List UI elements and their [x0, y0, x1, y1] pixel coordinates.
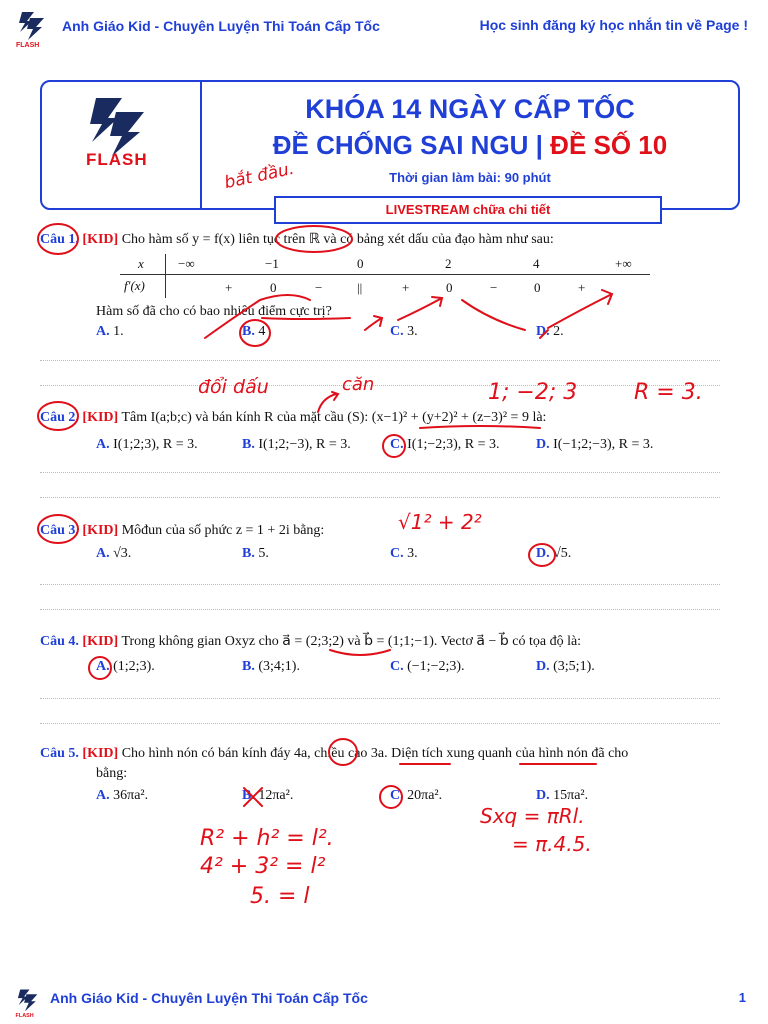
sign-table-x-value: 0 — [357, 256, 364, 271]
answer-line — [40, 385, 720, 386]
sign-table-sign: − — [315, 280, 323, 295]
option-d[interactable]: D. √5. — [536, 546, 572, 561]
option-d[interactable]: D. I(−1;2;−3), R = 3. — [536, 437, 654, 452]
top-left-text: Anh Giáo Kid - Chuyên Luyện Thi Toán Cấp Tốc — [62, 18, 380, 34]
question-4 — [40, 632, 581, 652]
page-number: 1 — [738, 990, 746, 1005]
question-4-tag: [KID] — [82, 634, 119, 649]
option-a[interactable]: A. (1;2;3). — [96, 659, 155, 674]
duration-text: Thời gian làm bài: 90 phút — [389, 170, 551, 185]
option-b[interactable]: B. (3;4;1). — [242, 659, 300, 674]
option-d[interactable]: D. (3;5;1). — [536, 659, 595, 674]
question-5-tag: [KID] — [82, 746, 119, 761]
question-5-text: Cho hình nón có bán kính đáy 4a, chiều cao 3a. Diện tích xung quanh của hình nón đã cho — [121, 746, 629, 761]
sign-table-x-value: 4 — [533, 256, 540, 271]
option-d[interactable]: D. 2. — [536, 324, 564, 339]
sign-table-x-value: 2 — [445, 256, 452, 271]
question-4-text: Trong không gian Oxyz cho a⃗ = (2;3;2) và b⃗ = (1;1;−1). Vectơ a⃗ − b⃗ có tọa độ là: — [121, 634, 582, 649]
header-box — [40, 80, 740, 210]
handwriting-formula-calc: = π.4.5. — [512, 832, 592, 856]
sign-table-sign: 0 — [446, 280, 453, 295]
top-right-text: Học sinh đăng ký học nhắn tin về Page ! — [479, 17, 748, 33]
question-3 — [40, 521, 324, 541]
question-5-label: Câu 5. — [40, 746, 79, 761]
sign-table — [120, 254, 650, 298]
question-1-text: Cho hàm số y = f(x) liên tục trên ℝ và có bảng xét dấu của đạo hàm như sau: — [121, 232, 554, 247]
footer-text: Anh Giáo Kid - Chuyên Luyện Thi Toán Cấp Tốc — [50, 990, 368, 1006]
footer-logo-word: FLASH — [15, 1012, 34, 1018]
option-a[interactable]: A. 1. — [96, 324, 124, 339]
sign-table-x-value: +∞ — [615, 256, 632, 271]
question-2-options — [0, 437, 768, 457]
sign-table-x-value: −∞ — [178, 256, 195, 271]
option-b[interactable]: B. 5. — [242, 546, 269, 561]
sign-table-fprime-label: f′(x) — [124, 278, 145, 293]
question-4-options — [0, 659, 768, 679]
answer-line — [40, 723, 720, 724]
title-line2-exam-number: ĐỀ SỐ 10 — [550, 130, 668, 160]
title-line2-part1: ĐỀ CHỐNG SAI NGU | — [272, 130, 551, 160]
option-c[interactable]: C. 20πa². — [390, 788, 443, 803]
question-1-label: Câu 1. — [40, 232, 79, 247]
option-b[interactable]: B. 12πa². — [242, 788, 294, 803]
sign-table-sign: + — [225, 280, 233, 295]
option-b[interactable]: B. 4 — [242, 324, 266, 339]
handwriting-doi-dau: đổi dấu — [198, 376, 269, 398]
sign-table-sign: + — [402, 280, 410, 295]
answer-line — [40, 360, 720, 361]
question-3-options — [0, 546, 768, 566]
question-5-options — [0, 788, 768, 808]
question-4-label: Câu 4. — [40, 634, 79, 649]
option-c[interactable]: C. 3. — [390, 546, 418, 561]
livestream-banner: LIVESTREAM chữa chi tiết — [274, 196, 662, 224]
question-2-tag: [KID] — [82, 410, 119, 425]
question-1-options — [0, 324, 768, 344]
title-line2 — [202, 130, 738, 161]
arrow-stroke — [398, 297, 442, 320]
handwriting-result: 5. = l — [250, 884, 310, 909]
handwriting-start: bắt đầu. — [222, 158, 296, 194]
question-5 — [40, 744, 628, 764]
sign-table-x-value: −1 — [265, 256, 279, 271]
handwriting-calc: 4² + 3² = l² — [200, 854, 326, 879]
option-a[interactable]: A. I(1;2;3), R = 3. — [96, 437, 198, 452]
question-1-tag: [KID] — [82, 232, 119, 247]
handwriting-can: căn — [342, 374, 375, 395]
top-bar — [0, 0, 768, 52]
question-1 — [40, 230, 554, 250]
option-b[interactable]: B. I(1;2;−3), R = 3. — [242, 437, 351, 452]
question-3-label: Câu 3. — [40, 523, 79, 538]
title-line1: KHÓA 14 NGÀY CẤP TỐC — [305, 94, 635, 124]
header-logo-word: FLASH — [86, 150, 148, 169]
handwriting-modulus: √1² + 2² — [398, 510, 482, 534]
answer-line — [40, 609, 720, 610]
sign-table-sign: 0 — [270, 280, 277, 295]
top-logo-word: FLASH — [16, 42, 40, 48]
question-1-question: Hàm số đã cho có bao nhiêu điểm cực trị? — [96, 304, 332, 319]
handwriting-radius: R = 3. — [634, 380, 703, 405]
option-c[interactable]: C. 3. — [390, 324, 418, 339]
question-5-text-cont: bằng: — [96, 766, 128, 781]
answer-line — [40, 497, 720, 498]
handwriting-formula: Sxq = πRl. — [480, 804, 585, 828]
answer-line — [40, 472, 720, 473]
option-a[interactable]: A. 36πa². — [96, 788, 149, 803]
question-2-label: Câu 2. — [40, 410, 79, 425]
option-a[interactable]: A. √3. — [96, 546, 132, 561]
question-2 — [40, 408, 546, 428]
question-3-tag: [KID] — [82, 523, 119, 538]
option-d[interactable]: D. 15πa². — [536, 788, 589, 803]
sign-table-sign: 0 — [534, 280, 541, 295]
option-c[interactable]: C. (−1;−2;3). — [390, 659, 465, 674]
answer-line — [40, 698, 720, 699]
question-2-text: Tâm I(a;b;c) và bán kính R của mặt cầu (S): (x−1)² + (y+2)² + (z−3)² = 9 là: — [121, 410, 547, 425]
sign-table-sign: − — [490, 280, 498, 295]
sign-table-sign: || — [357, 280, 363, 295]
handwriting-center: 1; −2; 3 — [488, 380, 578, 405]
flash-footer-logo-icon — [14, 986, 42, 1018]
question-3-text: Môđun của số phức z = 1 + 2i bằng: — [121, 523, 325, 538]
option-c[interactable]: C. I(1;−2;3), R = 3. — [390, 437, 500, 452]
sign-table-sign: + — [578, 280, 586, 295]
flash-logo-icon — [14, 8, 50, 48]
footer — [0, 980, 768, 1024]
answer-line — [40, 584, 720, 585]
sign-table-x-label: x — [138, 256, 144, 271]
handwriting-pythagoras: R² + h² = l². — [200, 826, 334, 851]
